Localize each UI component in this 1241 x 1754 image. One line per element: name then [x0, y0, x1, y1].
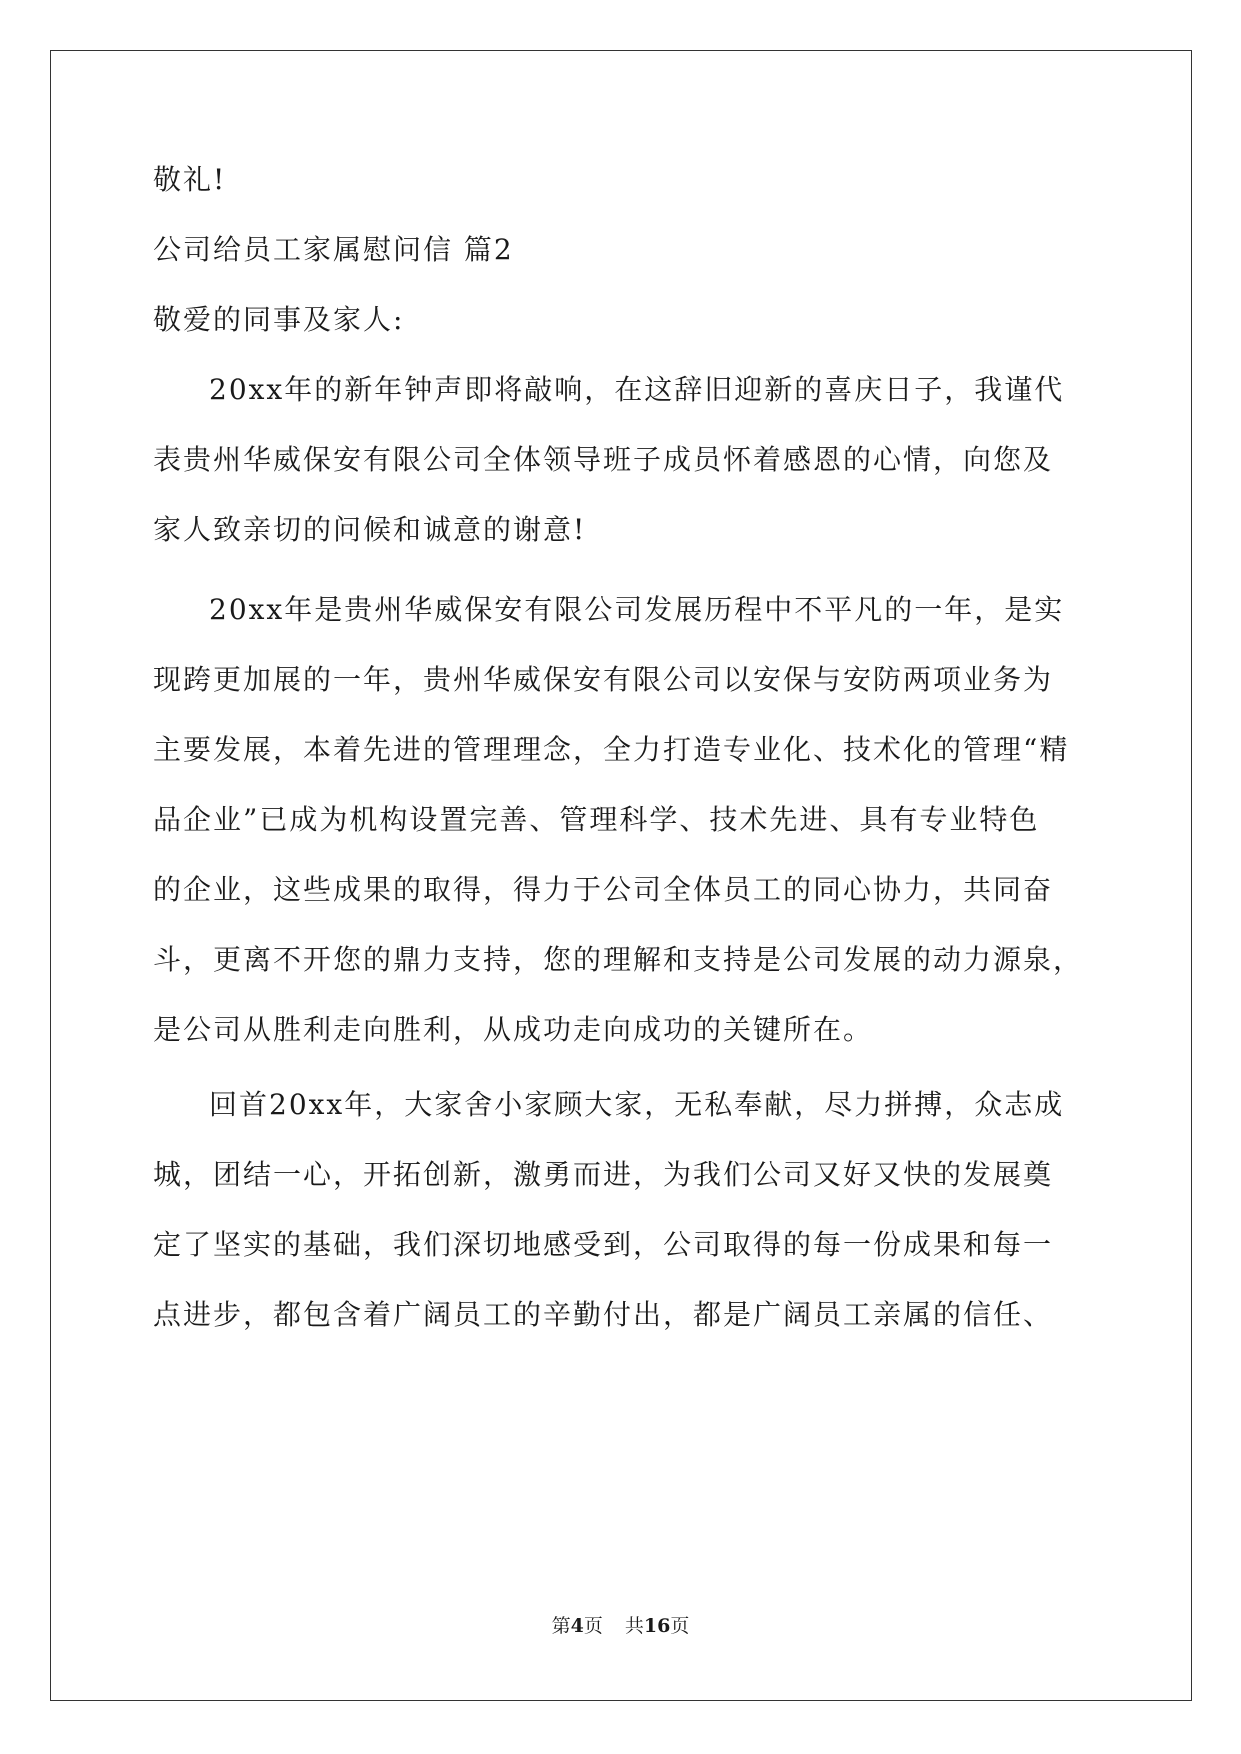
- paragraph-line: 品企业”已成为机构设置完善、管理科学、技术先进、具有专业特色: [153, 803, 1040, 836]
- total-prefix: 共: [624, 1615, 644, 1637]
- paragraph-line: 20xx年的新年钟声即将敲响，在这辞旧迎新的喜庆日子，我谨代: [209, 373, 1065, 406]
- current-page-number: 4: [570, 1615, 584, 1637]
- paragraph-line: 定了坚实的基础，我们深切地感受到，公司取得的每一份成果和每一: [153, 1228, 1054, 1261]
- paragraph-line: 现跨更加展的一年，贵州华威保安有限公司以安保与安防两项业务为: [153, 663, 1054, 696]
- total-page-number: 16: [643, 1615, 671, 1637]
- paragraph-line: 斗，更离不开您的鼎力支持，您的理解和支持是公司发展的动力源泉，: [153, 943, 1084, 976]
- paragraph-line: 主要发展，本着先进的管理理念，全力打造专业化、技术化的管理“精: [153, 733, 1070, 766]
- page-prefix: 第: [551, 1615, 571, 1637]
- paragraph-line: 表贵州华威保安有限公司全体领导班子成员怀着感恩的心情，向您及: [153, 443, 1054, 476]
- paragraph-line: 城，团结一心，开拓创新，激勇而进，为我们公司又好又快的发展奠: [153, 1158, 1054, 1191]
- total-unit: 页: [670, 1615, 690, 1637]
- paragraph-line: 20xx年是贵州华威保安有限公司发展历程中不平凡的一年，是实: [209, 593, 1065, 626]
- page-unit: 页: [583, 1615, 603, 1637]
- paragraph-line: 点进步，都包含着广阔员工的辛勤付出，都是广阔员工亲属的信任、: [153, 1298, 1054, 1331]
- paragraph-line: 回首20xx年，大家舍小家顾大家，无私奉献，尽力拼搏，众志成: [209, 1088, 1065, 1121]
- paragraph-line: 家人致亲切的问候和诚意的谢意!: [153, 513, 587, 546]
- page-footer: [0, 1614, 1241, 1638]
- section-heading: 公司给员工家属慰问信 篇2: [153, 233, 514, 266]
- closing-salutation: 敬礼!: [153, 163, 227, 196]
- greeting: 敬爱的同事及家人:: [153, 303, 405, 336]
- paragraph-line: 的企业，这些成果的取得，得力于公司全体员工的同心协力，共同奋: [153, 873, 1054, 906]
- paragraph-line: 是公司从胜利走向胜利，从成功走向成功的关键所在。: [153, 1013, 874, 1046]
